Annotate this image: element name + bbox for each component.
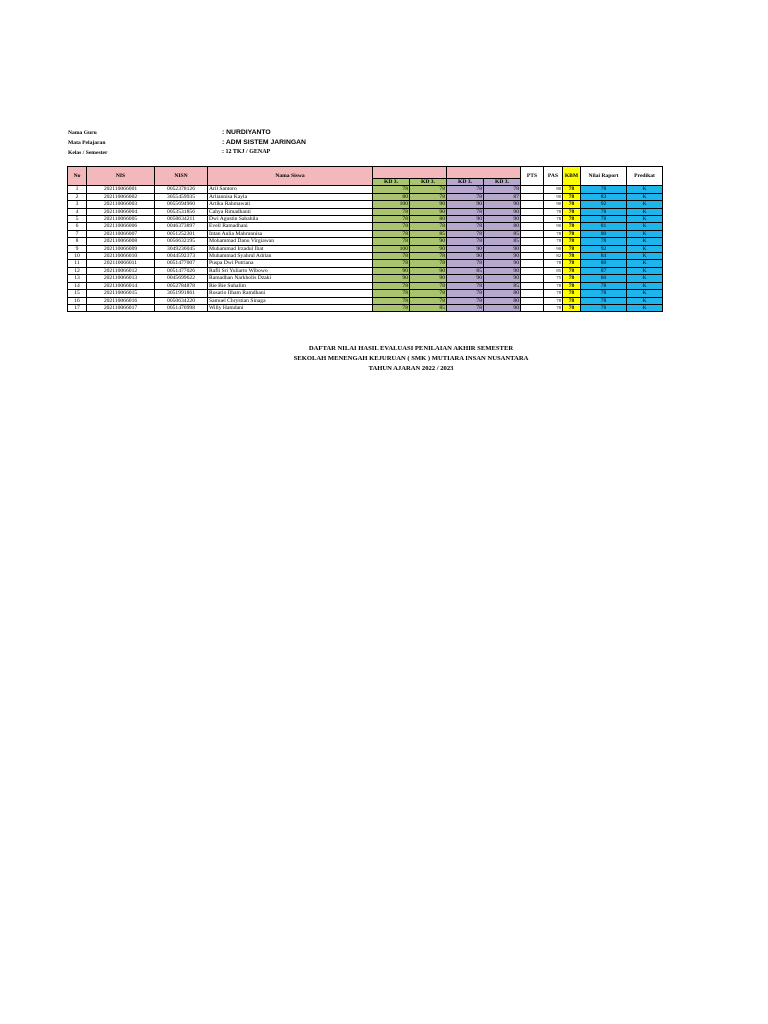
cell-kd2: 78 bbox=[410, 223, 447, 230]
cell-no: 13 bbox=[68, 275, 87, 282]
cell-pts bbox=[521, 297, 544, 304]
cell-kd4: 87 bbox=[484, 193, 521, 200]
cell-nis: 202110066008 bbox=[87, 238, 155, 245]
cell-pts bbox=[521, 304, 544, 311]
cell-kbm: 78 bbox=[563, 282, 581, 289]
report-title: DAFTAR NILAI HASIL EVALUASI PENILAIAN AKHIR SEMESTER bbox=[308, 345, 514, 352]
table-row bbox=[68, 290, 663, 297]
cell-kd1: 78 bbox=[373, 297, 410, 304]
cell-kd1: 78 bbox=[373, 260, 410, 267]
cell-no: 3 bbox=[68, 201, 87, 208]
cell-nisn: 0050634220 bbox=[155, 297, 208, 304]
cell-pts bbox=[521, 223, 544, 230]
cell-nama: Samuel Chrystian Sinaga bbox=[208, 297, 373, 304]
cell-kbm: 78 bbox=[563, 201, 581, 208]
cell-nisn: 0051252301 bbox=[155, 230, 208, 237]
cell-kbm: 78 bbox=[563, 253, 581, 260]
cell-kd4: 90 bbox=[484, 208, 521, 215]
cell-predikat: K bbox=[627, 290, 663, 297]
cell-kd1: 78 bbox=[373, 282, 410, 289]
cell-raport: 78 bbox=[581, 290, 627, 297]
cell-nis: 202110066014 bbox=[87, 282, 155, 289]
cell-raport: 92 bbox=[581, 201, 627, 208]
cell-pts bbox=[521, 186, 544, 193]
school-name: SEKOLAH MENENGAH KEJURUAN ( SMK ) MUTIARA INSAN NUSANTARA bbox=[293, 355, 529, 362]
cell-pts bbox=[521, 201, 544, 208]
table-row bbox=[68, 260, 663, 267]
cell-predikat: K bbox=[627, 216, 663, 223]
cell-no: 16 bbox=[68, 297, 87, 304]
cell-nama: Dwi Agustin Sabahila bbox=[208, 216, 373, 223]
cell-pts bbox=[521, 245, 544, 252]
cell-nisn: 0052378126 bbox=[155, 186, 208, 193]
cell-kbm: 78 bbox=[563, 245, 581, 252]
cell-kd2: 78 bbox=[410, 282, 447, 289]
cell-pas: 78 bbox=[544, 260, 563, 267]
cell-kd3: 90 bbox=[447, 253, 484, 260]
cell-nisn: 3049236045 bbox=[155, 245, 208, 252]
cell-kd4: 90 bbox=[484, 216, 521, 223]
cell-no: 15 bbox=[68, 290, 87, 297]
cell-raport: 78 bbox=[581, 208, 627, 215]
cell-kd3: 90 bbox=[447, 275, 484, 282]
cell-predikat: K bbox=[627, 193, 663, 200]
cell-kbm: 78 bbox=[563, 267, 581, 274]
table-row bbox=[68, 275, 663, 282]
cell-kd3: 78 bbox=[447, 193, 484, 200]
cell-nis: 202110066016 bbox=[87, 297, 155, 304]
grades-table bbox=[67, 166, 663, 312]
cell-raport: 78 bbox=[581, 186, 627, 193]
cell-kd2: 78 bbox=[410, 253, 447, 260]
cell-pts bbox=[521, 290, 544, 297]
cell-nama: Ramadhan Narkholis Dzaki bbox=[208, 275, 373, 282]
cell-nama: Cahya Rimadhanti bbox=[208, 208, 373, 215]
cell-pts bbox=[521, 267, 544, 274]
header-pts: PTS bbox=[521, 167, 544, 186]
cell-pas: 78 bbox=[544, 304, 563, 311]
cell-predikat: K bbox=[627, 230, 663, 237]
cell-predikat: K bbox=[627, 238, 663, 245]
cell-nis: 202110066015 bbox=[87, 290, 155, 297]
table-row bbox=[68, 208, 663, 215]
cell-nama: Arliannisa Kayla bbox=[208, 193, 373, 200]
cell-pas: 78 bbox=[544, 282, 563, 289]
cell-nisn: 0050634211 bbox=[155, 216, 208, 223]
cell-kd3: 78 bbox=[447, 230, 484, 237]
cell-kd2: 85 bbox=[410, 230, 447, 237]
cell-pts bbox=[521, 230, 544, 237]
kelas-label: Kelas / Semester bbox=[68, 150, 108, 156]
cell-kd2: 90 bbox=[410, 275, 447, 282]
header-kd4: KD 3. bbox=[484, 179, 521, 186]
cell-predikat: K bbox=[627, 275, 663, 282]
table-row bbox=[68, 223, 663, 230]
cell-nama: Intan Aulia Mahrunnisa bbox=[208, 230, 373, 237]
kelas-value: : 12 TKJ / GENAP bbox=[222, 149, 271, 155]
cell-kd3: 78 bbox=[447, 260, 484, 267]
cell-kd3: 90 bbox=[447, 245, 484, 252]
cell-predikat: K bbox=[627, 297, 663, 304]
cell-kbm: 78 bbox=[563, 238, 581, 245]
cell-nisn: 0045699622 bbox=[155, 275, 208, 282]
cell-pts bbox=[521, 253, 544, 260]
header-kd3: KD 3. bbox=[447, 179, 484, 186]
header-nisn: NISN bbox=[155, 167, 208, 186]
mapel-label: Mata Pelajaran bbox=[68, 140, 106, 146]
cell-kd4: 90 bbox=[484, 245, 521, 252]
cell-nis: 202110066010 bbox=[87, 253, 155, 260]
cell-kd1: 78 bbox=[373, 223, 410, 230]
cell-nama: Aril Santoro bbox=[208, 186, 373, 193]
cell-kd1: 90 bbox=[373, 267, 410, 274]
cell-kd1: 78 bbox=[373, 304, 410, 311]
header-kd1: KD 3. bbox=[373, 179, 410, 186]
cell-kd4: 80 bbox=[484, 297, 521, 304]
cell-nisn: 0056632195 bbox=[155, 238, 208, 245]
cell-nis: 202110066004 bbox=[87, 208, 155, 215]
cell-predikat: K bbox=[627, 186, 663, 193]
cell-pts bbox=[521, 260, 544, 267]
cell-nisn: 0055694960 bbox=[155, 201, 208, 208]
academic-year: TAHUN AJARAN 2022 / 2023 bbox=[368, 365, 454, 372]
cell-nis: 202110066007 bbox=[87, 230, 155, 237]
cell-pas: 78 bbox=[544, 238, 563, 245]
cell-nisn: 0044592373 bbox=[155, 253, 208, 260]
cell-kd4: 80 bbox=[484, 290, 521, 297]
cell-kd2: 78 bbox=[410, 193, 447, 200]
cell-nama: Evell Ramadhani bbox=[208, 223, 373, 230]
cell-kd2: 80 bbox=[410, 216, 447, 223]
cell-kd3: 78 bbox=[447, 304, 484, 311]
cell-no: 10 bbox=[68, 253, 87, 260]
header-kd2: KD 3. bbox=[410, 179, 447, 186]
cell-nama: Rosario Ilham Ramdhani bbox=[208, 290, 373, 297]
cell-raport: 78 bbox=[581, 304, 627, 311]
cell-nisn: 0051477007 bbox=[155, 260, 208, 267]
cell-no: 17 bbox=[68, 304, 87, 311]
cell-kd2: 85 bbox=[410, 304, 447, 311]
cell-nama: Rie Bie Suhalim bbox=[208, 282, 373, 289]
cell-kd3: 85 bbox=[447, 267, 484, 274]
cell-no: 2 bbox=[68, 193, 87, 200]
cell-kbm: 78 bbox=[563, 216, 581, 223]
cell-pas: 78 bbox=[544, 290, 563, 297]
cell-no: 14 bbox=[68, 282, 87, 289]
cell-kd1: 80 bbox=[373, 193, 410, 200]
cell-nis: 202110066002 bbox=[87, 193, 155, 200]
cell-nis: 202110066017 bbox=[87, 304, 155, 311]
table-row bbox=[68, 267, 663, 274]
cell-kd1: 78 bbox=[373, 230, 410, 237]
cell-nisn: 0053531856 bbox=[155, 208, 208, 215]
header-kd-purple-group bbox=[447, 167, 521, 179]
cell-kd4: 85 bbox=[484, 238, 521, 245]
cell-nama: Willy Hamdani bbox=[208, 304, 373, 311]
cell-raport: 81 bbox=[581, 223, 627, 230]
cell-kd2: 90 bbox=[410, 201, 447, 208]
cell-no: 12 bbox=[68, 267, 87, 274]
cell-pts bbox=[521, 275, 544, 282]
cell-kd1: 78 bbox=[373, 290, 410, 297]
cell-raport: 78 bbox=[581, 297, 627, 304]
cell-kd4: 90 bbox=[484, 260, 521, 267]
cell-nama: Muhammad Syahrul Adrian bbox=[208, 253, 373, 260]
cell-kd2: 90 bbox=[410, 208, 447, 215]
cell-nama: Rafli Sri Yuliarto Wibowo bbox=[208, 267, 373, 274]
cell-kd4: 90 bbox=[484, 267, 521, 274]
cell-kd2: 90 bbox=[410, 267, 447, 274]
cell-kd4: 85 bbox=[484, 282, 521, 289]
cell-nis: 202110066006 bbox=[87, 223, 155, 230]
cell-raport: 78 bbox=[581, 238, 627, 245]
cell-kd3: 90 bbox=[447, 201, 484, 208]
cell-raport: 83 bbox=[581, 193, 627, 200]
table-row bbox=[68, 216, 663, 223]
cell-predikat: K bbox=[627, 208, 663, 215]
header-nis: NIS bbox=[87, 167, 155, 186]
cell-kd4: 85 bbox=[484, 230, 521, 237]
table-row bbox=[68, 282, 663, 289]
cell-no: 9 bbox=[68, 245, 87, 252]
cell-raport: 80 bbox=[581, 260, 627, 267]
cell-pts bbox=[521, 208, 544, 215]
table-row bbox=[68, 193, 663, 200]
cell-nama: Puspa Dwi Putriana bbox=[208, 260, 373, 267]
cell-kd3: 78 bbox=[447, 208, 484, 215]
cell-pts bbox=[521, 238, 544, 245]
cell-pas: 90 bbox=[544, 201, 563, 208]
cell-nis: 202110066009 bbox=[87, 245, 155, 252]
cell-kbm: 78 bbox=[563, 223, 581, 230]
mapel-value: : ADM SISTEM JARINGAN bbox=[222, 139, 306, 146]
cell-kd1: 100 bbox=[373, 201, 410, 208]
cell-nama: Mohammad Danu Virgiawan bbox=[208, 238, 373, 245]
cell-kbm: 78 bbox=[563, 290, 581, 297]
cell-predikat: K bbox=[627, 223, 663, 230]
table-row bbox=[68, 253, 663, 260]
cell-kd1: 78 bbox=[373, 216, 410, 223]
header-nama: Nama Siswa bbox=[208, 167, 373, 186]
cell-kd2: 90 bbox=[410, 245, 447, 252]
cell-no: 6 bbox=[68, 223, 87, 230]
cell-kbm: 78 bbox=[563, 304, 581, 311]
cell-kd3: 90 bbox=[447, 216, 484, 223]
header-pas: PAS bbox=[544, 167, 563, 186]
cell-nis: 202110066013 bbox=[87, 275, 155, 282]
cell-kd3: 78 bbox=[447, 238, 484, 245]
cell-nisn: 0046373897 bbox=[155, 223, 208, 230]
table-row bbox=[68, 186, 663, 193]
cell-no: 5 bbox=[68, 216, 87, 223]
cell-pas: 90 bbox=[544, 223, 563, 230]
table-row bbox=[68, 238, 663, 245]
cell-kd3: 78 bbox=[447, 282, 484, 289]
cell-kd4: 90 bbox=[484, 201, 521, 208]
cell-kd3: 78 bbox=[447, 297, 484, 304]
cell-nis: 202110066011 bbox=[87, 260, 155, 267]
table-row bbox=[68, 201, 663, 208]
cell-no: 1 bbox=[68, 186, 87, 193]
cell-raport: 84 bbox=[581, 253, 627, 260]
cell-kd1: 78 bbox=[373, 208, 410, 215]
cell-pas: 85 bbox=[544, 267, 563, 274]
cell-kd4: 90 bbox=[484, 253, 521, 260]
table-row bbox=[68, 230, 663, 237]
cell-raport: 80 bbox=[581, 230, 627, 237]
cell-pas: 80 bbox=[544, 186, 563, 193]
cell-kbm: 78 bbox=[563, 193, 581, 200]
cell-kd1: 78 bbox=[373, 238, 410, 245]
cell-raport: 92 bbox=[581, 245, 627, 252]
cell-kd1: 78 bbox=[373, 186, 410, 193]
cell-predikat: K bbox=[627, 267, 663, 274]
cell-nama: Artika Rahmawati bbox=[208, 201, 373, 208]
cell-predikat: K bbox=[627, 304, 663, 311]
cell-pts bbox=[521, 282, 544, 289]
cell-pas: 78 bbox=[544, 208, 563, 215]
cell-raport: 87 bbox=[581, 267, 627, 274]
guru-value: : NURDIYANTO bbox=[222, 129, 271, 136]
cell-pts bbox=[521, 193, 544, 200]
cell-pas: 78 bbox=[544, 230, 563, 237]
cell-kd2: 78 bbox=[410, 297, 447, 304]
cell-raport: 78 bbox=[581, 282, 627, 289]
table-row bbox=[68, 245, 663, 252]
cell-kd3: 78 bbox=[447, 290, 484, 297]
cell-nisn: 0051477026 bbox=[155, 267, 208, 274]
cell-kbm: 78 bbox=[563, 186, 581, 193]
cell-kd4: 78 bbox=[484, 186, 521, 193]
cell-nisn: 3051991861 bbox=[155, 290, 208, 297]
cell-kbm: 78 bbox=[563, 297, 581, 304]
cell-kd2: 78 bbox=[410, 186, 447, 193]
cell-kd3: 78 bbox=[447, 223, 484, 230]
cell-kd2: 78 bbox=[410, 260, 447, 267]
cell-nisn: 0051476998 bbox=[155, 304, 208, 311]
cell-kd4: 90 bbox=[484, 304, 521, 311]
cell-no: 8 bbox=[68, 238, 87, 245]
cell-kd1: 78 bbox=[373, 253, 410, 260]
cell-nis: 202110066001 bbox=[87, 186, 155, 193]
table-body bbox=[68, 186, 663, 312]
report-title-block bbox=[0, 344, 768, 374]
cell-raport: 78 bbox=[581, 216, 627, 223]
cell-raport: 80 bbox=[581, 275, 627, 282]
cell-kd2: 78 bbox=[410, 290, 447, 297]
cell-kd2: 90 bbox=[410, 238, 447, 245]
cell-nisn: 3055459935 bbox=[155, 193, 208, 200]
cell-kd3: 78 bbox=[447, 186, 484, 193]
guru-label: Nama Guru bbox=[68, 130, 97, 136]
header-kbm: KBM bbox=[563, 167, 581, 186]
cell-pas: 82 bbox=[544, 253, 563, 260]
cell-kd4: 90 bbox=[484, 275, 521, 282]
cell-predikat: K bbox=[627, 245, 663, 252]
table-row bbox=[68, 297, 663, 304]
cell-nis: 202110066005 bbox=[87, 216, 155, 223]
cell-pas: 75 bbox=[544, 275, 563, 282]
cell-predikat: K bbox=[627, 253, 663, 260]
cell-nisn: 0052784878 bbox=[155, 282, 208, 289]
header-predikat: Predikat bbox=[627, 167, 663, 186]
cell-nis: 202110066012 bbox=[87, 267, 155, 274]
cell-pas: 78 bbox=[544, 297, 563, 304]
cell-nis: 202110066003 bbox=[87, 201, 155, 208]
cell-pas: 90 bbox=[544, 245, 563, 252]
cell-pts bbox=[521, 216, 544, 223]
cell-predikat: K bbox=[627, 201, 663, 208]
header-kd-green-group bbox=[373, 167, 447, 179]
cell-no: 4 bbox=[68, 208, 87, 215]
cell-no: 11 bbox=[68, 260, 87, 267]
cell-kd1: 100 bbox=[373, 245, 410, 252]
cell-pas: 90 bbox=[544, 193, 563, 200]
table-row bbox=[68, 304, 663, 311]
cell-kbm: 78 bbox=[563, 260, 581, 267]
header-raport: Nilai Raport bbox=[581, 167, 627, 186]
cell-kd4: 80 bbox=[484, 223, 521, 230]
cell-kbm: 78 bbox=[563, 230, 581, 237]
cell-nama: Muhammad Irzadul Ibat bbox=[208, 245, 373, 252]
cell-no: 7 bbox=[68, 230, 87, 237]
cell-kbm: 78 bbox=[563, 208, 581, 215]
cell-kd1: 90 bbox=[373, 275, 410, 282]
cell-predikat: K bbox=[627, 260, 663, 267]
cell-kbm: 78 bbox=[563, 275, 581, 282]
cell-pas: 78 bbox=[544, 216, 563, 223]
cell-predikat: K bbox=[627, 282, 663, 289]
header-no: No bbox=[68, 167, 87, 186]
